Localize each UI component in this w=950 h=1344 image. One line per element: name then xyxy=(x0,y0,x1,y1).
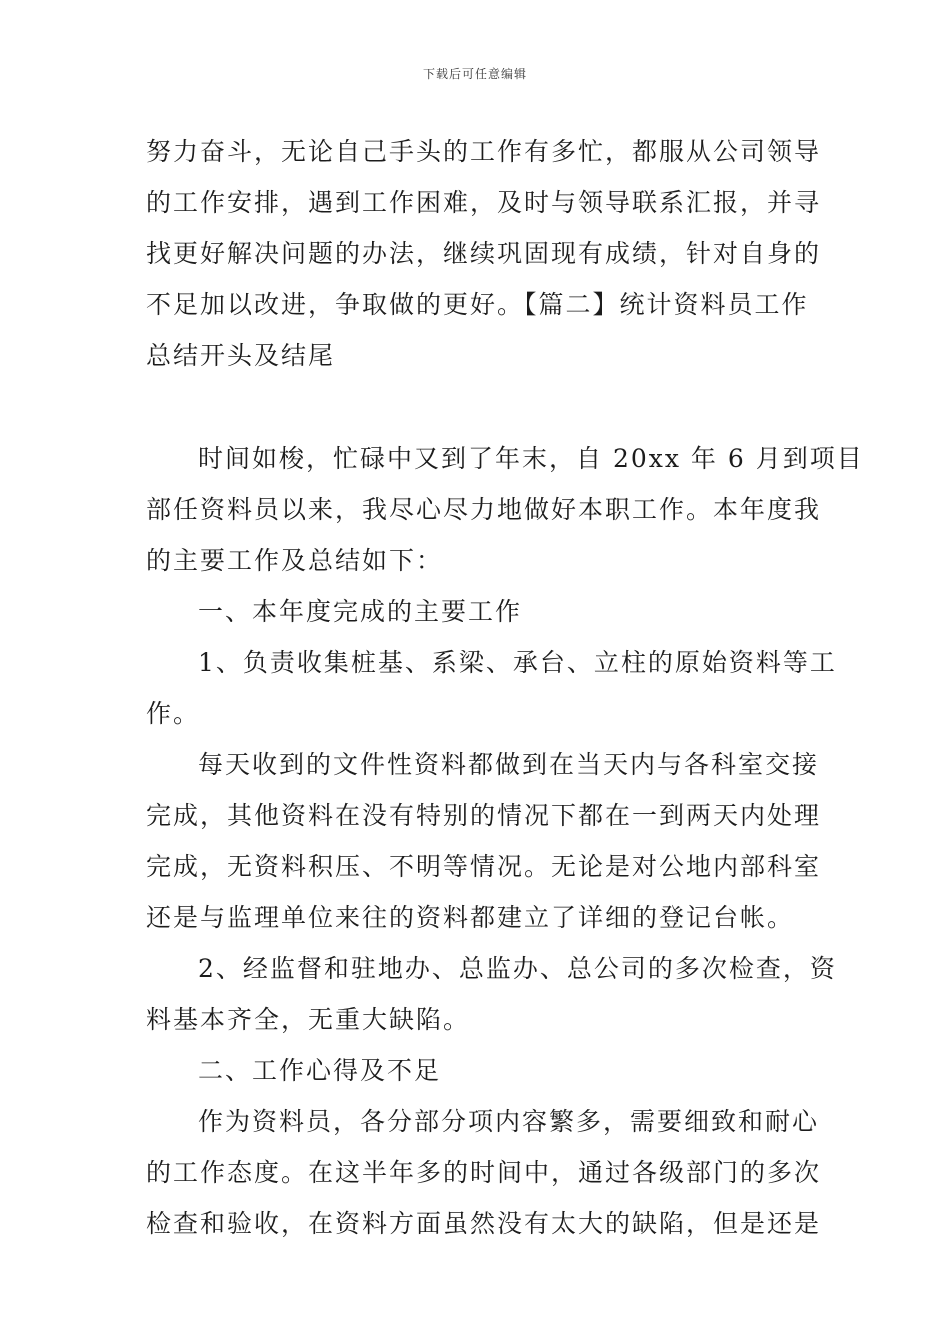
section-heading: 一、本年度完成的主要工作 xyxy=(198,597,523,626)
text-line: 努力奋斗，无论自己手头的工作有多忙，都服从公司领导 xyxy=(146,137,822,166)
text-line: 总结开头及结尾 xyxy=(146,341,336,370)
text-line: 时间如梭，忙碌中又到了年末，自 20xx 年 6 月到项目 xyxy=(198,444,864,473)
text-line: 2、经监督和驻地办、总监办、总公司的多次检查，资 xyxy=(198,954,837,983)
text-line: 找更好解决问题的办法，继续巩固现有成绩，针对自身的 xyxy=(146,239,822,268)
text-line: 还是与监理单位来往的资料都建立了详细的登记台帐。 xyxy=(146,903,795,932)
header-note: 下载后可任意编辑 xyxy=(422,67,527,81)
text-line: 作为资料员，各分部分项内容繁多，需要细致和耐心 xyxy=(198,1107,820,1136)
text-line: 部任资料员以来，我尽心尽力地做好本职工作。本年度我 xyxy=(146,495,822,524)
text-line: 检查和验收，在资料方面虽然没有太大的缺陷，但是还是 xyxy=(146,1209,822,1238)
section-heading: 二、工作心得及不足 xyxy=(198,1056,442,1085)
document-body xyxy=(146,126,864,1249)
text-line: 的工作安排，遇到工作困难，及时与领导联系汇报，并寻 xyxy=(146,188,822,217)
text-line: 不足加以改进，争取做的更好。【篇二】统计资料员工作 xyxy=(146,290,809,319)
text-line: 的主要工作及总结如下： xyxy=(146,546,444,575)
paragraph-gap xyxy=(146,381,810,433)
text-line: 1、负责收集桩基、系梁、承台、立柱的原始资料等工 xyxy=(198,648,837,677)
text-line: 完成，其他资料在没有特别的情况下都在一到两天内处理 xyxy=(146,801,822,830)
text-line: 每天收到的文件性资料都做到在当天内与各科室交接 xyxy=(198,750,820,779)
text-line: 的工作态度。在这半年多的时间中，通过各级部门的多次 xyxy=(146,1158,822,1187)
text-line: 完成，无资料积压、不明等情况。无论是对公地内部科室 xyxy=(146,852,822,881)
text-line: 料基本齐全，无重大缺陷。 xyxy=(146,1005,471,1034)
text-line: 作。 xyxy=(146,699,201,728)
